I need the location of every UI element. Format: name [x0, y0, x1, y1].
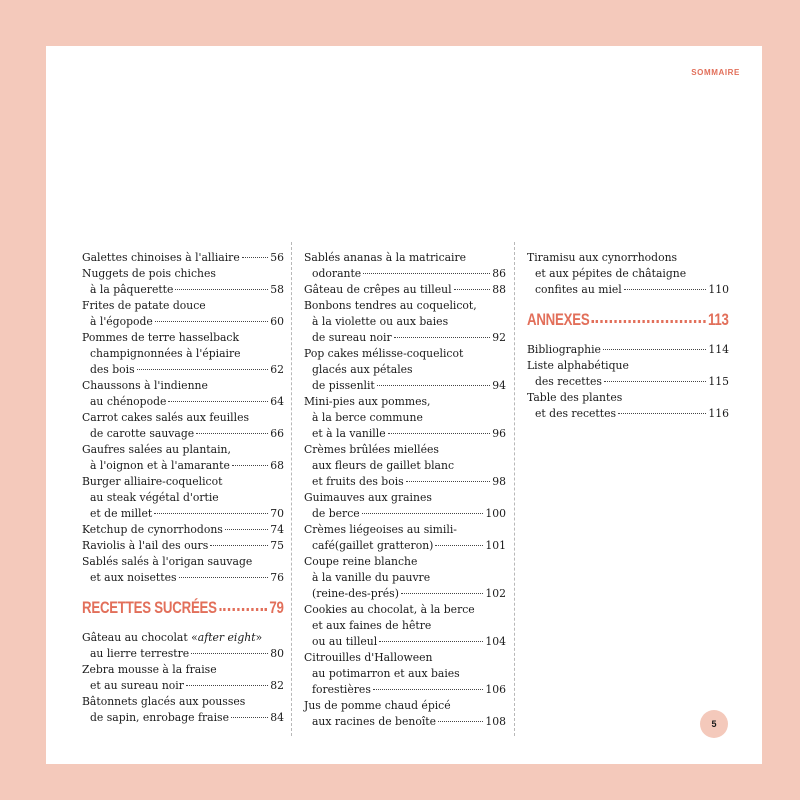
entry-title: Frites de patate douce: [82, 299, 206, 312]
entry-title: au steak végétal d'ortie: [90, 491, 219, 504]
entry-line: [82, 442, 284, 458]
dot-leader: [406, 481, 491, 482]
toc-entry[interactable]: [527, 390, 729, 422]
entry-page: 76: [270, 571, 284, 584]
dot-leader: [196, 433, 268, 434]
entry-page: 62: [270, 363, 284, 376]
entry-page: 70: [270, 507, 284, 520]
entry-line: [304, 362, 506, 378]
dot-leader: [379, 641, 483, 642]
toc-entry[interactable]: [304, 442, 506, 490]
dot-leader: [155, 321, 268, 322]
toc-entry[interactable]: [82, 522, 284, 538]
dot-leader: [394, 337, 491, 338]
page-number-badge: [700, 710, 728, 738]
entry-line: [82, 426, 284, 442]
dot-leader: [186, 685, 268, 686]
dot-leader: [377, 385, 490, 386]
entry-page: 86: [492, 267, 506, 280]
dot-leader: [179, 577, 269, 578]
entry-title: Mini-pies aux pommes,: [304, 395, 431, 408]
entry-title: aux racines de benoîte: [312, 715, 436, 728]
entry-title: Jus de pomme chaud épicé: [304, 699, 451, 712]
entry-page: 92: [492, 331, 506, 344]
toc-entry[interactable]: [304, 602, 506, 650]
entry-title: et aux pépites de châtaigne: [535, 267, 687, 280]
entry-page: 84: [270, 711, 284, 724]
entry-line: [304, 522, 506, 538]
entry-title: Sablés salés à l'origan sauvage: [82, 555, 253, 568]
dot-leader: [454, 289, 491, 290]
entry-page: 110: [708, 283, 729, 296]
toc-column-2: [304, 250, 506, 730]
entry-line: [304, 634, 506, 650]
dot-leader: [225, 529, 268, 530]
entry-line: [304, 250, 506, 266]
toc-entry[interactable]: [304, 554, 506, 602]
dot-leader: [175, 289, 268, 290]
entry-line: [82, 250, 284, 266]
entry-line: [82, 298, 284, 314]
toc-entry[interactable]: [304, 282, 506, 298]
entry-title: Table des plantes: [527, 391, 623, 404]
running-header: SOMMAIRE: [691, 68, 740, 77]
toc-entry[interactable]: [527, 250, 729, 298]
entry-line: [527, 282, 729, 298]
entry-page: 88: [492, 283, 506, 296]
entry-line: [82, 346, 284, 362]
dot-leader: [219, 608, 267, 611]
dot-leader: [373, 689, 484, 690]
entry-line: [82, 694, 284, 710]
entry-page: 100: [485, 507, 506, 520]
entry-line: [304, 602, 506, 618]
entry-title: au lierre terrestre: [90, 647, 190, 660]
entry-line: [82, 662, 284, 678]
entry-title: de sapin, enrobage fraise: [90, 711, 229, 724]
entry-page: 82: [270, 679, 284, 692]
toc-entry[interactable]: [304, 698, 506, 730]
entry-line: [82, 378, 284, 394]
entry-title: odorante: [312, 267, 362, 280]
entry-title: à la vanille du pauvre: [312, 571, 431, 584]
entry-page: 58: [270, 283, 284, 296]
entry-line: [304, 554, 506, 570]
entry-title: Crèmes liégeoises au simili-: [304, 523, 457, 536]
entry-line: [527, 342, 729, 358]
section-page: 79: [269, 598, 284, 617]
entry-title: et de millet: [90, 507, 153, 520]
entry-line: [304, 650, 506, 666]
entry-line: [82, 410, 284, 426]
toc-entry[interactable]: [82, 250, 284, 266]
entry-line: [304, 538, 506, 554]
entry-title: glacés aux pétales: [312, 363, 413, 376]
toc-entry[interactable]: [82, 410, 284, 442]
entry-page: 106: [485, 683, 506, 696]
entry-title: des recettes: [535, 375, 602, 388]
entry-title: Raviolis à l'ail des ours: [82, 539, 209, 552]
entry-line: [82, 538, 284, 554]
toc-entry[interactable]: [304, 346, 506, 394]
entry-line: [527, 266, 729, 282]
entry-line: [304, 714, 506, 730]
entry-title: champignonnées à l'épiaire: [90, 347, 241, 360]
entry-line: [304, 266, 506, 282]
entry-title: Ketchup de cynorrhodons: [82, 523, 223, 536]
entry-title: café(gaillet gratteron): [312, 539, 434, 552]
entry-title: à la berce commune: [312, 411, 423, 424]
entry-line: [82, 506, 284, 522]
column-divider: [514, 242, 515, 736]
section-title: ANNEXES: [527, 310, 590, 329]
entry-title: Coupe reine blanche: [304, 555, 418, 568]
entry-line: [527, 406, 729, 422]
entry-title: et fruits des bois: [312, 475, 404, 488]
dot-leader: [592, 320, 706, 323]
entry-title: Burger alliaire-coquelicot: [82, 475, 223, 488]
dot-leader: [604, 381, 707, 382]
entry-line: [304, 618, 506, 634]
entry-title: au chénopode: [90, 395, 167, 408]
entry-line: [304, 378, 506, 394]
entry-page: 115: [708, 375, 729, 388]
toc-entry[interactable]: [82, 266, 284, 298]
italic-fragment: after eight: [197, 631, 256, 644]
toc-entry[interactable]: [527, 358, 729, 390]
entry-title: des bois: [90, 363, 135, 376]
entry-line: [82, 630, 284, 646]
entry-line: [304, 346, 506, 362]
entry-line: [527, 358, 729, 374]
entry-line: [304, 698, 506, 714]
entry-line: [82, 522, 284, 538]
column-divider: [291, 242, 292, 736]
dot-leader: [603, 349, 706, 350]
section-heading[interactable]: [527, 310, 729, 330]
entry-line: [82, 282, 284, 298]
entry-title: Carrot cakes salés aux feuilles: [82, 411, 250, 424]
entry-title: Bonbons tendres au coquelicot,: [304, 299, 477, 312]
section-heading[interactable]: [82, 598, 284, 618]
toc-entry[interactable]: [82, 378, 284, 410]
entry-line: [304, 282, 506, 298]
toc-entry[interactable]: [82, 298, 284, 330]
entry-line: [304, 410, 506, 426]
entry-line: [527, 250, 729, 266]
entry-title: et au sureau noir: [90, 679, 184, 692]
entry-page: 114: [708, 343, 729, 356]
entry-title: Cookies au chocolat, à la berce: [304, 603, 475, 616]
toc-entry[interactable]: [82, 330, 284, 378]
toc-entry[interactable]: [304, 522, 506, 554]
entry-page: 68: [270, 459, 284, 472]
entry-line: [82, 362, 284, 378]
dot-leader: [624, 289, 707, 290]
entry-page: 104: [485, 635, 506, 648]
dot-leader: [242, 257, 269, 258]
entry-page: 60: [270, 315, 284, 328]
page-number: 5: [711, 719, 717, 729]
entry-line: [82, 678, 284, 694]
toc-entry[interactable]: [82, 694, 284, 726]
dot-leader: [363, 273, 490, 274]
entry-title: à l'égopode: [90, 315, 153, 328]
entry-line: [82, 570, 284, 586]
toc-entry[interactable]: [82, 662, 284, 694]
entry-line: [82, 394, 284, 410]
entry-title: Zebra mousse à la fraise: [82, 663, 217, 676]
dot-leader: [191, 653, 268, 654]
entry-page: 98: [492, 475, 506, 488]
entry-line: [82, 474, 284, 490]
entry-title: de pissenlit: [312, 379, 375, 392]
entry-page: 94: [492, 379, 506, 392]
toc-entry[interactable]: [304, 394, 506, 442]
entry-line: [304, 490, 506, 506]
dot-leader: [154, 513, 268, 514]
entry-page: 56: [270, 251, 284, 264]
entry-title: Guimauves aux graines: [304, 491, 432, 504]
entry-page: 64: [270, 395, 284, 408]
dot-leader: [618, 413, 706, 414]
dot-leader: [435, 545, 483, 546]
entry-page: 102: [485, 587, 506, 600]
toc-entry[interactable]: [304, 650, 506, 698]
entry-line: [82, 458, 284, 474]
entry-title: de carotte sauvage: [90, 427, 195, 440]
dot-leader: [438, 721, 483, 722]
entry-title: Chaussons à l'indienne: [82, 379, 208, 392]
dot-leader: [362, 513, 484, 514]
entry-line: [82, 646, 284, 662]
entry-line: [82, 490, 284, 506]
entry-title: Pommes de terre hasselback: [82, 331, 240, 344]
entry-title: et aux faines de hêtre: [312, 619, 432, 632]
entry-line: [304, 666, 506, 682]
toc-column-3: [527, 250, 729, 422]
dot-leader: [137, 369, 269, 370]
entry-line: [304, 682, 506, 698]
entry-title: Bâtonnets glacés aux pousses: [82, 695, 246, 708]
dot-leader: [232, 465, 268, 466]
entry-line: [304, 394, 506, 410]
toc-entry[interactable]: [82, 554, 284, 586]
entry-title: (reine-des-prés): [312, 587, 399, 600]
entry-line: [304, 298, 506, 314]
entry-page: 75: [270, 539, 284, 552]
dot-leader: [401, 593, 483, 594]
entry-line: [527, 390, 729, 406]
section-title: RECETTES SUCRÉES: [82, 598, 217, 617]
toc-entry[interactable]: [82, 474, 284, 522]
entry-line: [82, 554, 284, 570]
entry-title: au potimarron et aux baies: [312, 667, 460, 680]
entry-title: à l'oignon et à l'amarante: [90, 459, 230, 472]
entry-title: et à la vanille: [312, 427, 386, 440]
toc-column-1: [82, 250, 284, 726]
section-page: 113: [707, 310, 729, 329]
entry-page: 101: [485, 539, 506, 552]
toc-entry[interactable]: [82, 630, 284, 662]
entry-title: Sablés ananas à la matricaire: [304, 251, 467, 264]
entry-line: [304, 458, 506, 474]
entry-title: et aux noisettes: [90, 571, 177, 584]
dot-leader: [168, 401, 268, 402]
entry-title: aux fleurs de gaillet blanc: [312, 459, 454, 472]
entry-title: Tiramisu aux cynorrhodons: [527, 251, 678, 264]
entry-page: 74: [270, 523, 284, 536]
toc-entry[interactable]: [82, 538, 284, 554]
entry-title: Bibliographie: [527, 343, 601, 356]
entry-line: [304, 330, 506, 346]
entry-line: [82, 266, 284, 282]
entry-page: 108: [485, 715, 506, 728]
entry-page: 80: [270, 647, 284, 660]
toc-entry[interactable]: [527, 342, 729, 358]
toc-entry[interactable]: [82, 442, 284, 474]
dot-leader: [388, 433, 491, 434]
entry-title: Nuggets de pois chiches: [82, 267, 216, 280]
book-page: [46, 46, 762, 764]
toc-entry[interactable]: [304, 490, 506, 522]
entry-title: ou au tilleul: [312, 635, 378, 648]
entry-title: à la violette ou aux baies: [312, 315, 449, 328]
entry-title: de berce: [312, 507, 360, 520]
entry-page: 96: [492, 427, 506, 440]
entry-title: Galettes chinoises à l'alliaire: [82, 251, 240, 264]
entry-title: Crèmes brûlées miellées: [304, 443, 439, 456]
dot-leader: [210, 545, 268, 546]
entry-title: de sureau noir: [312, 331, 392, 344]
entry-line: [527, 374, 729, 390]
dot-leader: [231, 717, 268, 718]
toc-entry[interactable]: [304, 298, 506, 346]
entry-line: [304, 442, 506, 458]
entry-line: [82, 314, 284, 330]
entry-line: [304, 586, 506, 602]
entry-title: Liste alphabétique: [527, 359, 629, 372]
entry-line: [304, 314, 506, 330]
entry-page: 116: [708, 407, 729, 420]
toc-entry[interactable]: [304, 250, 506, 282]
entry-title: confites au miel: [535, 283, 622, 296]
entry-title: Gâteau au chocolat «after eight»: [82, 631, 263, 644]
entry-line: [304, 506, 506, 522]
entry-line: [304, 474, 506, 490]
entry-line: [82, 330, 284, 346]
entry-title: Gâteau de crêpes au tilleul: [304, 283, 452, 296]
entry-line: [82, 710, 284, 726]
entry-title: Citrouilles d'Halloween: [304, 651, 433, 664]
entry-page: 66: [270, 427, 284, 440]
entry-title: Pop cakes mélisse-coquelicot: [304, 347, 464, 360]
entry-title: à la pâquerette: [90, 283, 174, 296]
entry-title: Gaufres salées au plantain,: [82, 443, 231, 456]
entry-title: forestières: [312, 683, 371, 696]
entry-line: [304, 426, 506, 442]
entry-title: et des recettes: [535, 407, 617, 420]
entry-line: [304, 570, 506, 586]
